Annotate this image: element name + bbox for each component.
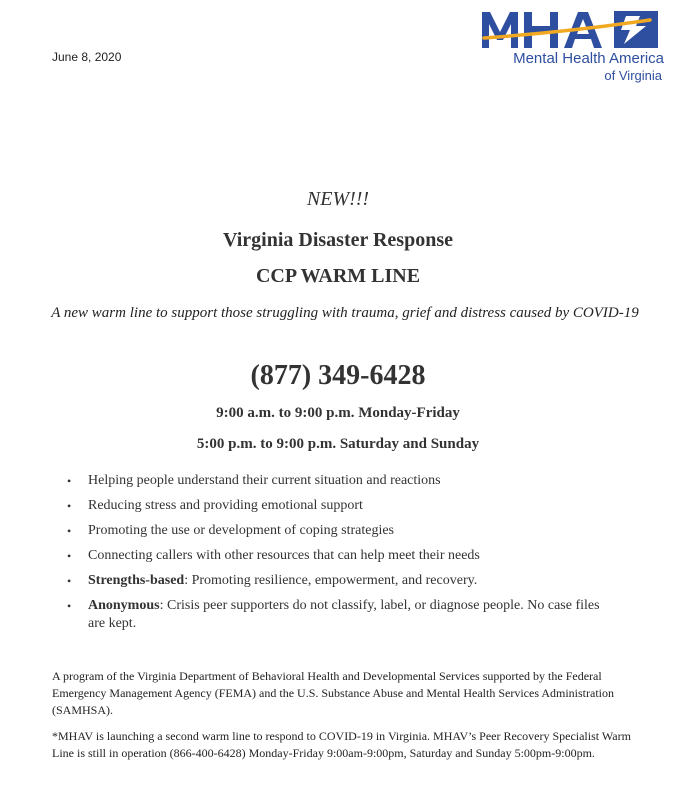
weekend-hours: 5:00 p.m. to 9:00 p.m. Saturday and Sunday <box>196 436 480 452</box>
logo-name: Mental Health America <box>513 50 664 67</box>
item-text: : Promoting resilience, empowerment, and recovery. <box>184 573 478 588</box>
tagline: A new warm line to support those struggling with trauma, grief and distress caused by COVID-19 <box>51 305 639 321</box>
item-text: : Crisis peer supporters do not classify, label, or diagnose people. No case files are kept. <box>88 598 600 631</box>
bullet-icon: • <box>67 599 72 613</box>
new-kicker: NEW!!! <box>306 188 370 210</box>
program-note: A program of the Virginia Department of Behavioral Health and Developmental Services supported by the Federal Emergency Management Agency (FEMA) and the U.S. Substance Abuse and Mental Health Services Administration (SAMHSA). <box>52 669 614 717</box>
bullet-icon: • <box>67 549 72 563</box>
item-text: Connecting callers with other resources that can help meet their needs <box>88 548 480 563</box>
list-item <box>60 522 620 540</box>
mhav-note: *MHAV is launching a second warm line to respond to COVID-19 in Virginia. MHAV’s Peer Recovery Specialist Warm Line is still in operation (866-400-6428) Monday-Friday 9:00am-9:00pm, Saturday and Sunday 5:00pm-9:00pm. <box>52 729 631 760</box>
weekday-hours: 9:00 a.m. to 9:00 p.m. Monday-Friday <box>216 405 460 421</box>
page-subtitle-title: CCP WARM LINE <box>255 265 421 287</box>
item-text: Helping people understand their current situation and reactions <box>88 473 441 488</box>
mha-logo-icon <box>478 8 664 52</box>
list-item <box>60 472 620 490</box>
document-date: June 8, 2020 <box>52 50 122 64</box>
bullet-icon: • <box>67 474 72 488</box>
item-strong: Anonymous <box>88 598 160 613</box>
list-item <box>60 597 620 633</box>
list-item <box>60 497 620 515</box>
item-text: Reducing stress and providing emotional support <box>88 498 363 513</box>
list-item <box>60 547 620 565</box>
item-text: Promoting the use or development of coping strategies <box>88 523 394 538</box>
phone-number: (877) 349-6428 <box>250 360 426 391</box>
list-item <box>60 572 620 590</box>
item-strong: Strengths-based <box>88 573 185 588</box>
bullet-icon: • <box>67 524 72 538</box>
feature-list <box>60 472 620 640</box>
page-title: Virginia Disaster Response <box>223 229 453 251</box>
bullet-icon: • <box>67 574 72 588</box>
mhav-logo <box>478 8 668 86</box>
logo-region: of Virginia <box>604 68 662 83</box>
bullet-icon: • <box>67 499 72 513</box>
